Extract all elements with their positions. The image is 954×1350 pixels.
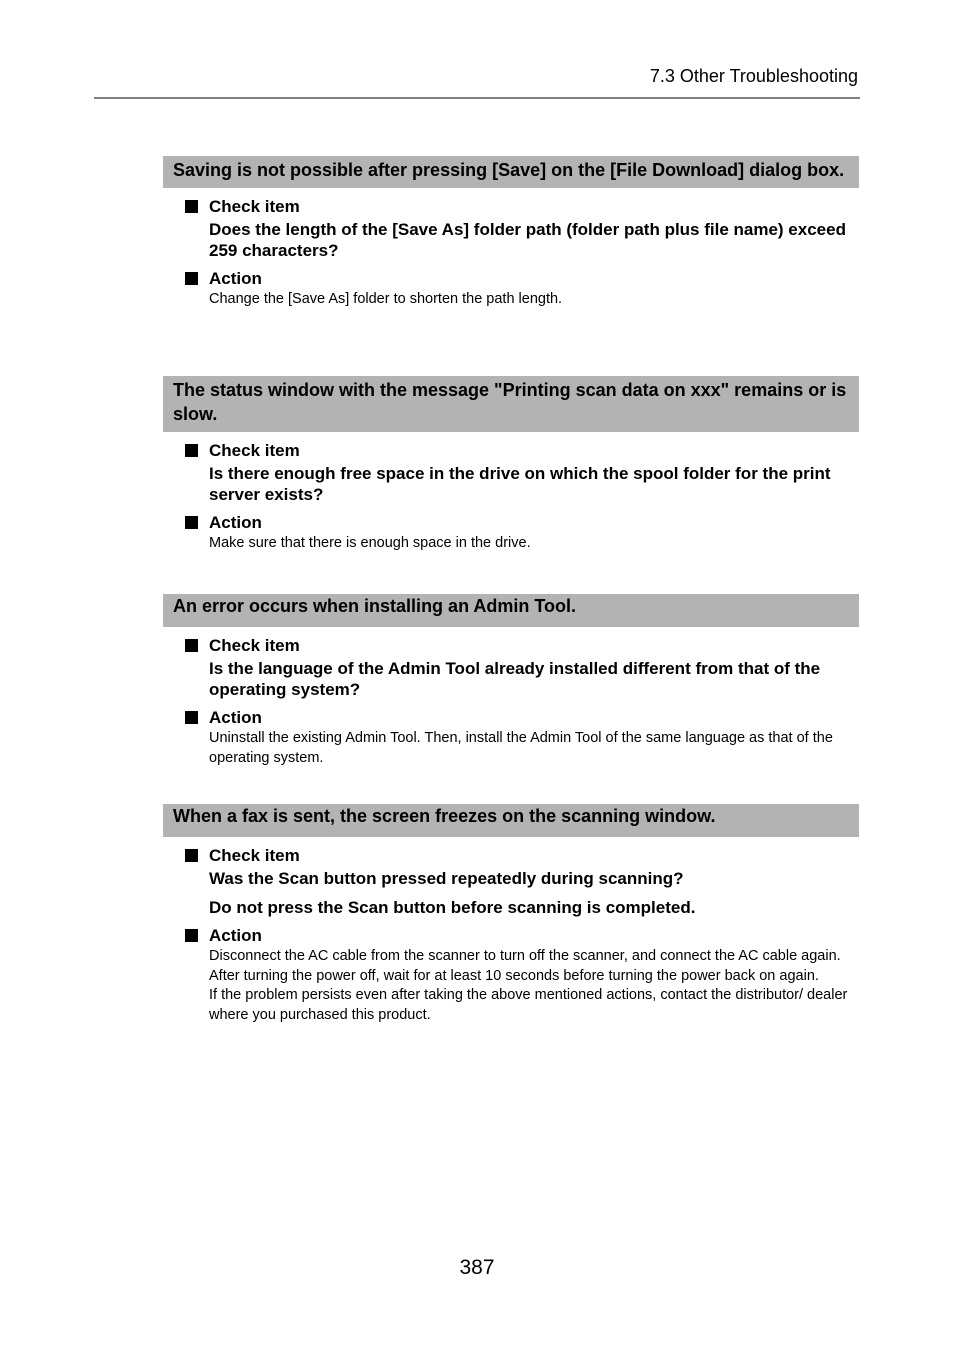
square-bullet-icon — [185, 516, 198, 529]
running-header: 7.3 Other Troubleshooting — [649, 66, 858, 86]
troubleshooting-section-admin-tool — [163, 594, 859, 768]
square-bullet-icon — [185, 444, 198, 457]
section-title: The status window with the message "Printing scan data on xxx" remains or is slow. — [163, 376, 859, 432]
section-title: When a fax is sent, the screen freezes on the scanning window. — [163, 804, 859, 837]
check-item-question: Was the Scan button pressed repeatedly during scanning? — [209, 869, 684, 888]
action-description: Disconnect the AC cable from the scanner to turn off the scanner, and connect the AC cable again. After turning the power off, wait for at least 10 seconds before turning the power back on again. — [209, 948, 841, 984]
square-bullet-icon — [185, 639, 198, 652]
check-item-note: Do not press the Scan button before scanning is completed. — [209, 898, 696, 917]
check-item-question: Is the language of the Admin Tool already installed different from that of the operating system? — [209, 659, 821, 699]
action-description: Make sure that there is enough space in the drive. — [209, 535, 531, 551]
action-label: Action — [209, 513, 262, 532]
troubleshooting-section-save-dialog — [163, 156, 859, 310]
check-item-label: Check item — [209, 441, 300, 460]
check-item — [163, 845, 859, 918]
section-title: Saving is not possible after pressing [Save] on the [File Download] dialog box. — [163, 156, 859, 188]
section-title: An error occurs when installing an Admin Tool. — [163, 594, 859, 627]
check-item — [163, 440, 859, 505]
action-item — [163, 268, 859, 310]
action-description-followup: If the problem persists even after taking the above mentioned actions, contact the distributor/ dealer where you purchased this product. — [209, 987, 848, 1023]
check-item — [163, 635, 859, 700]
action-item — [163, 925, 859, 1025]
header-divider — [94, 97, 860, 99]
action-description: Change the [Save As] folder to shorten the path length. — [209, 291, 563, 307]
check-item-label: Check item — [209, 846, 300, 865]
square-bullet-icon — [185, 849, 198, 862]
troubleshooting-section-fax-freeze — [163, 804, 859, 1025]
check-item-question: Is there enough free space in the drive on which the spool folder for the print server exists? — [209, 464, 831, 504]
page-number: 387 — [459, 1256, 495, 1279]
check-item-label: Check item — [209, 197, 300, 216]
check-item-label: Check item — [209, 636, 300, 655]
check-item — [163, 196, 859, 261]
action-item — [163, 707, 859, 768]
square-bullet-icon — [185, 711, 198, 724]
square-bullet-icon — [185, 272, 198, 285]
square-bullet-icon — [185, 929, 198, 942]
check-item-question: Does the length of the [Save As] folder path (folder path plus file name) exceed 259 characters? — [209, 220, 846, 260]
action-item — [163, 512, 859, 554]
action-label: Action — [209, 926, 262, 945]
troubleshooting-section-status-window — [163, 376, 859, 554]
action-label: Action — [209, 708, 262, 727]
action-label: Action — [209, 269, 262, 288]
square-bullet-icon — [185, 200, 198, 213]
action-description: Uninstall the existing Admin Tool. Then, install the Admin Tool of the same language as that of the operating system. — [209, 730, 833, 766]
